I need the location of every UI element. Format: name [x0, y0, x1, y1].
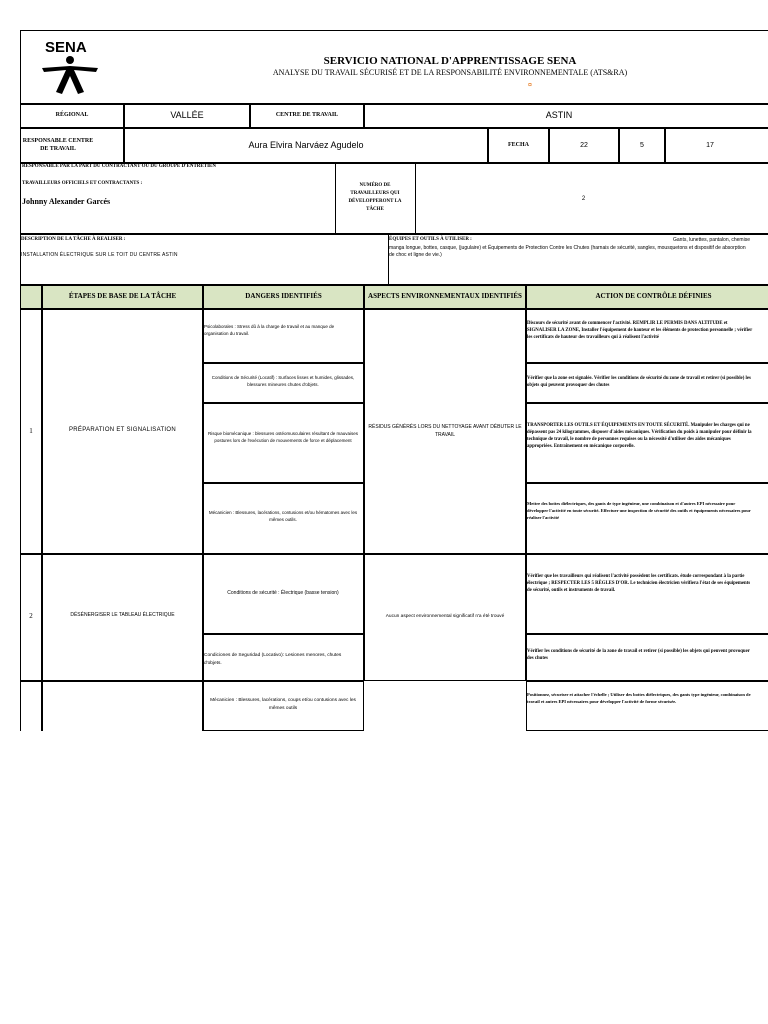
r2-num: 2	[29, 612, 33, 620]
equipes-label: ÉQUIPES ET OUTILS À UTILISER :	[389, 237, 472, 242]
r3-etape-cell	[42, 681, 203, 731]
sena-logo-icon	[20, 30, 110, 103]
r1-num: 1	[29, 427, 33, 435]
r1-d3: Risque biomécanique : blessures ostéomusculaires résultant de mauvaises postures lors de l'exécution de mouvements de force et déplacement	[207, 431, 359, 443]
r2-a2: Vérifier les conditions de sécurité de la zone de travail et retirer (si possible) les objets qui peuvent provoquer des chutes	[527, 649, 750, 661]
r2-d1: Conditions de sécurité : Électrique (basse tension)	[227, 590, 339, 596]
fecha-label: FECHA	[508, 142, 529, 148]
regional-value: VALLÉE	[170, 110, 204, 120]
r1-aspect: RÉSIDUS GÉNÉRÉS LORS DU NETTOYAGE AVANT DÉBUTER LE TRAVAIL	[368, 424, 522, 438]
travailleur-name: Johnny Alexander Garcés	[22, 197, 111, 206]
r1-a2: Vérifier que la zone est signalée. Vérifier les conditions de sécurité du zone de travail et retirer (si possible) les objets qui peuvent provoquer des chutes	[527, 376, 751, 388]
description-value: INSTALLATION ÉLECTRIQUE SUR LE TOIT DU CENTRE ASTIN	[21, 252, 178, 258]
header-box	[20, 30, 768, 104]
r2-a1: Vérifier que les travailleurs qui réalisent l'activité possèdent les certificats. étude correspondant à la partie électrique ; RESPECTER LES 5 RÈGLES D'OR. Le technicien électricien vérifiera l'état de ses équipements de sécurité, outils et instruments de travail.	[527, 574, 751, 593]
centre-label: CENTRE DE TRAVAIL	[275, 112, 339, 118]
description-label: DESCRIPTION DE LA TÂCHE À REALISER :	[21, 237, 126, 242]
r2-d2: Condiciones de Seguridad (Locativo): Lesiones menores, chutes d'objets.	[204, 653, 342, 666]
r3-a1: Positionnez, sécuriser et attacher l'échelle ; Utiliser des bottes diélectriques, des gants type ingénieur, combinaison de travail et autres EPI nécessaires pour développer l'activité de forme sécurisée.	[527, 692, 751, 704]
dangers-header: DANGERS IDENTIFIÉS	[245, 292, 322, 300]
r2-etape: DÉSÉNERGISER LE TABLEAU ÉLECTRIQUE	[70, 612, 175, 618]
aspects-header: ASPECTS ENVIRONNEMENTAUX IDENTIFIÉS	[368, 292, 522, 300]
responsable-value: Aura Elvira Narváez Agudelo	[248, 140, 364, 150]
r3-d1: Mécanicien : Blessures, lacérations, coups et/ou contusions avec les mêmes outils	[210, 698, 356, 711]
page-title: SERVICIO NATIONAL D'APPRENTISSAGE SENA	[323, 55, 577, 67]
r1-d1: Psicolaborales : Stress dû à la charge de travail et au manque de organisation du travail.	[204, 324, 335, 336]
r1-etape: PRÉPARATION ET SIGNALISATION	[69, 427, 176, 433]
r2-a1-cell	[526, 554, 768, 634]
r1-a4: Mettre des bottes diélectriques, des gants de type ingénieur, une combinaison et d'autres EPI nécessaire pour développer l'activité en toute sécurité. Effectuer une inspection de sécurité des outils et équipements nécessaires pour réaliser l'activité	[527, 501, 751, 520]
r3-a1-cell	[526, 681, 768, 731]
contractant-label: RESPONSABLE PAR LA PART DU CONTRACTANT OU DU GROUPE D'ENTRETIEN	[22, 164, 216, 169]
equipes-value: manga longue, bottes, casque, (jugulaire) et Équipements de Protection Contre les Chutes (harnais de sécurité, sangles, mousquetons et dispositif de absorption de choc et ligne de vie.)	[389, 245, 746, 258]
travailleurs-label: TRAVAILLEURS OFFICIELS ET CONTRACTANTS :	[22, 181, 143, 186]
r1-a1: Discours de sécurité avant de commencer l'activité. REMPLIR LE PERMIS DANS ALTITUDE et SIGNALISER LA ZONE, Installer l'équipement de hauteur et les éléments de protection personnelle ; vérifier les certificats de hauteur des travailleurs qui à réalisent l'activité	[527, 321, 753, 340]
sena-logo	[20, 30, 110, 103]
fecha-month: 5	[640, 142, 644, 149]
num-header-cell	[20, 285, 42, 309]
responsable-label: RESPONSABLE CENTRE DE TRAVAIL	[22, 138, 94, 152]
numero-label: NUMÉRO DE TRAVAILLEURS QUI DÉVELOPPERONT LA TÂCHE	[348, 183, 402, 212]
centre-value: ASTIN	[545, 110, 573, 120]
header-mark: ¤	[528, 82, 532, 89]
fecha-year: 17	[706, 142, 714, 149]
r3-num-cell	[20, 681, 42, 731]
actions-header: ACTION DE CONTRÔLE DÉFINIES	[595, 292, 712, 300]
regional-label: RÉGIONAL	[55, 112, 89, 118]
logo-text: SENA	[45, 39, 87, 56]
page-subtitle: ANALYSE DU TRAVAIL SÉCURISÉ ET DE LA RESPONSABILITÉ ENVIRONNEMENTALE (ATS&RA)	[272, 68, 628, 77]
r2-aspect: Aucun aspect environnemental significatif n'a été trouvé	[385, 614, 505, 619]
r1-a3: TRANSPORTER LES OUTILS ET ÉQUIPEMENTS EN TOUTE SÉCURITÉ. Manipuler les charges qui ne dépassent pas 24 kilogrammes, disposer d'aides mécaniques. Vérification du poids à manipuler pour définir la technique de travail, le nombre de personnes requises ou la nécessité d'utiliser des aides mécaniques appropriées. Entraînement en mécanique corporelle.	[527, 423, 752, 449]
equipes-value-right: Gants, lunettes, pantalon, chemise	[673, 237, 750, 243]
fecha-day: 22	[580, 142, 588, 149]
r1-d2: Conditions de Sécurité (Locatif) : Surfaces lisses et humides, glissades, blessures mineures chutes d'objets.	[211, 375, 355, 387]
numero-value: 2	[581, 196, 586, 202]
r1-d4: Mécanicien : Blessures, lacérations, contusions et/ou hématomes avec les mêmes outils.	[208, 510, 358, 522]
etapes-header: ÉTAPES DE BASE DE LA TÂCHE	[68, 292, 177, 300]
